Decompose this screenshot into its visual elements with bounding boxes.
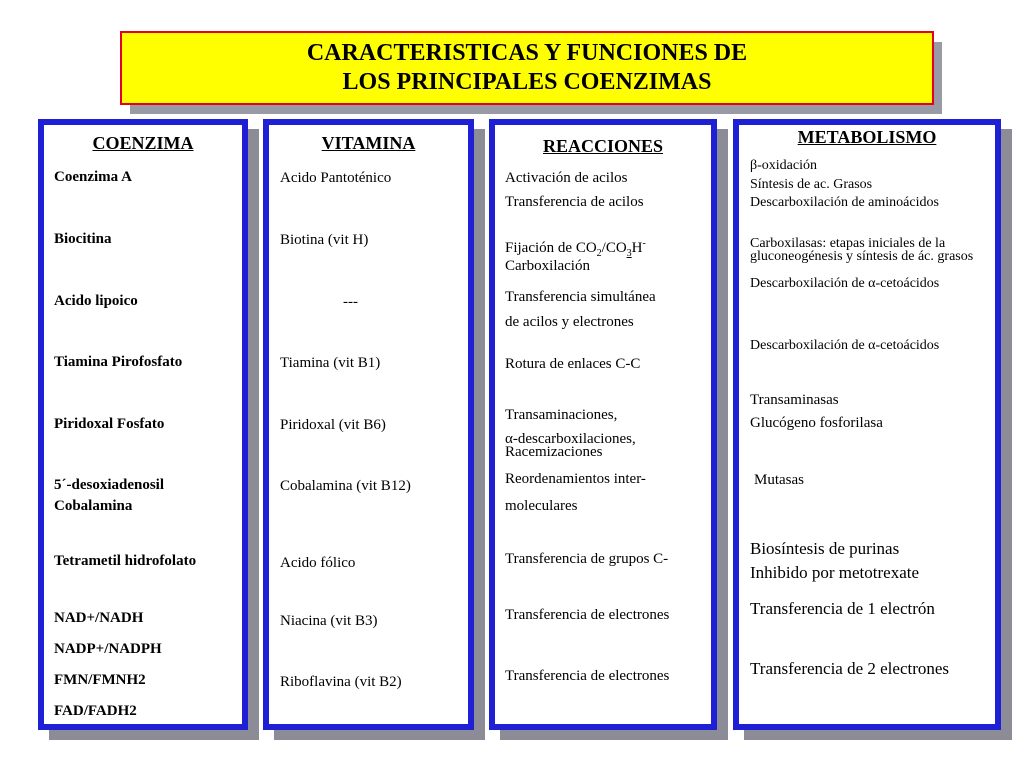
- metabolismo-cell: Biosíntesis de purinas: [750, 539, 900, 558]
- reacciones-cell: Transferencia de grupos C-: [505, 551, 669, 567]
- coenzima-cell: Tiamina Pirofosfato: [54, 354, 183, 370]
- title-line-2: LOS PRINCIPALES COENZIMAS: [342, 69, 712, 95]
- reacciones-cell-co2: Fijación de $CO_2/CO_3H^-$: [505, 238, 646, 259]
- vitamina-cell: Acido fólico: [280, 555, 356, 571]
- reacciones-cell: Carboxilación: [505, 258, 590, 274]
- coenzima-cell: NADP+/NADPH: [54, 641, 162, 657]
- reacciones-cell: Activación de acilos: [505, 170, 628, 186]
- reacciones-cell: Transferencia simultánea: [505, 289, 656, 305]
- coenzima-cell: Coenzima A: [54, 169, 132, 185]
- metabolismo-cell: Mutasas: [754, 472, 804, 488]
- coenzima-cell: FAD/FADH2: [54, 703, 137, 719]
- vitamina-header: VITAMINA: [321, 133, 416, 153]
- metabolismo-cell: gluconeogénesis y síntesis de ác. grasos: [750, 249, 974, 264]
- metabolismo-header: METABOLISMO: [797, 127, 937, 147]
- title-line-1: CARACTERISTICAS Y FUNCIONES DE: [306, 40, 748, 66]
- coenzima-cell: Tetrametil hidrofolato: [54, 553, 197, 569]
- reacciones-header: REACCIONES: [542, 136, 664, 156]
- vitamina-cell: ---: [343, 294, 358, 310]
- reacciones-cell: de acilos y electrones: [505, 314, 634, 330]
- coenzima-cell: 5´-desoxiadenosil: [54, 477, 165, 493]
- metabolismo-cell: Descarboxilación de aminoácidos: [750, 195, 939, 210]
- metabolismo-cell: Transaminasas: [750, 392, 839, 408]
- metabolismo-cell: Inhibido por metotrexate: [750, 563, 920, 582]
- vitamina-cell: Tiamina (vit B1): [280, 355, 381, 371]
- metabolismo-cell: Descarboxilación de α-cetoácidos: [750, 338, 940, 353]
- title-box: [120, 31, 934, 105]
- reacciones-cell: Transferencia de electrones: [505, 607, 670, 623]
- metabolismo-cell: Síntesis de ac. Grasos: [750, 177, 873, 192]
- reacciones-column: [489, 119, 717, 730]
- coenzima-cell: Biocitina: [54, 231, 112, 247]
- coenzima-cell: Piridoxal Fosfato: [54, 416, 165, 432]
- reacciones-cell: Racemizaciones: [505, 444, 603, 460]
- reacciones-cell: Transferencia de electrones: [505, 668, 670, 684]
- vitamina-cell: Niacina (vit B3): [280, 613, 378, 629]
- coenzima-column: [38, 119, 248, 730]
- vitamina-cell: Piridoxal (vit B6): [280, 417, 386, 433]
- metabolismo-cell: β-oxidación: [750, 158, 817, 173]
- reacciones-cell: Rotura de enlaces C-C: [505, 356, 641, 372]
- metabolismo-column: [733, 119, 1001, 730]
- vitamina-cell: Riboflavina (vit B2): [280, 674, 402, 690]
- coenzima-cell: NAD+/NADH: [54, 610, 144, 626]
- vitamina-cell: Cobalamina (vit B12): [280, 478, 411, 494]
- reacciones-cell: moleculares: [505, 498, 578, 514]
- reacciones-cell: α-descarboxilaciones,: [505, 431, 636, 447]
- metabolismo-cell: Glucógeno fosforilasa: [750, 415, 883, 431]
- reacciones-cell: Transferencia de acilos: [505, 194, 644, 210]
- reacciones-cell: Reordenamientos inter-: [505, 471, 646, 487]
- coenzima-cell: FMN/FMNH2: [54, 672, 146, 688]
- coenzima-header: COENZIMA: [92, 133, 194, 153]
- metabolismo-cell: Transferencia de 2 electrones: [750, 659, 950, 678]
- coenzima-cell: Acido lipoico: [54, 293, 138, 309]
- metabolismo-cell: Transferencia de 1 electrón: [750, 599, 935, 618]
- vitamina-column: [263, 119, 474, 730]
- vitamina-cell: Biotina (vit H): [280, 232, 369, 248]
- vitamina-cell: Acido Pantoténico: [280, 170, 392, 186]
- metabolismo-cell: Descarboxilación de α-cetoácidos: [750, 276, 940, 291]
- metabolismo-cell: Carboxilasas: etapas iniciales de la: [750, 236, 946, 251]
- coenzima-cell: Cobalamina: [54, 498, 133, 514]
- reacciones-cell: Transaminaciones,: [505, 407, 618, 423]
